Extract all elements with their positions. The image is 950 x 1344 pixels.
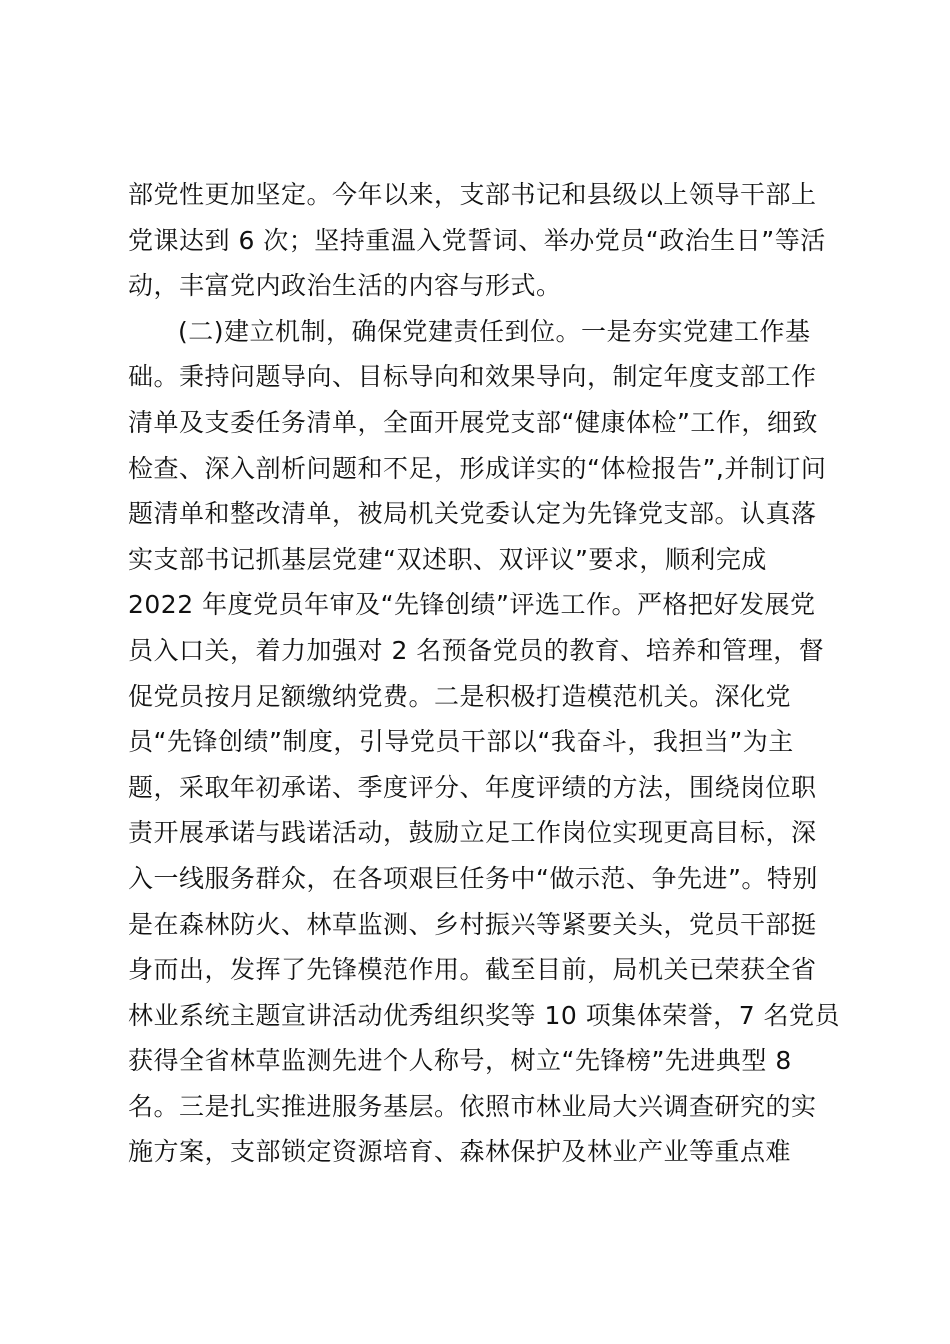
text-line: 是在森林防火、林草监测、乡村振兴等紧要关头，党员干部挺: [128, 909, 817, 939]
text-line: 清单及支委任务清单，全面开展党支部“健康体检”工作，细致: [128, 407, 818, 437]
text-line: 实支部书记抓基层党建“双述职、双评议”要求，顺利完成: [128, 544, 767, 574]
text-line: 员入口关，着力加强对 2 名预备党员的教育、培养和管理，督: [128, 635, 825, 665]
text-line: 动，丰富党内政治生活的内容与形式。: [128, 271, 562, 301]
text-line: 林业系统主题宣讲活动优秀组织奖等 10 项集体荣誉，7 名党员: [128, 1000, 841, 1030]
text-line: 获得全省林草监测先进个人称号，树立“先锋榜”先进典型 8: [128, 1046, 792, 1076]
text-line: 础。秉持问题导向、目标导向和效果导向，制定年度支部工作: [128, 362, 817, 392]
text-line: 员“先锋创绩”制度，引导党员干部以“我奋斗，我担当”为主: [128, 727, 794, 757]
text-line: 身而出，发挥了先锋模范作用。截至目前，局机关已荣获全省: [128, 955, 817, 985]
text-line: 促党员按月足额缴纳党费。二是积极打造模范机关。深化党: [128, 681, 792, 711]
body-text: [128, 172, 848, 1175]
text-line: 名。三是扎实推进服务基层。依照市林业局大兴调查研究的实: [128, 1091, 817, 1121]
text-line: 2022 年度党员年审及“先锋创绩”评选工作。严格把好发展党: [128, 590, 816, 620]
text-line: 党课达到 6 次；坚持重温入党誓词、举办党员“政治生日”等活: [128, 225, 826, 255]
text-line: 入一线服务群众，在各项艰巨任务中“做示范、争先进”。特别: [128, 863, 818, 893]
text-line: 检查、深入剖析问题和不足，形成详实的“体检报告”,并制订问: [128, 453, 827, 483]
text-line: 责开展承诺与践诺活动，鼓励立足工作岗位实现更高目标，深: [128, 818, 817, 848]
text-line: 施方案，支部锁定资源培育、森林保护及林业产业等重点难: [128, 1137, 792, 1167]
text-line: 题，采取年初承诺、季度评分、年度评绩的方法，围绕岗位职: [128, 772, 817, 802]
section-heading-line: (二)建立机制，确保党建责任到位。一是夯实党建工作基: [178, 316, 811, 346]
text-line: 题清单和整改清单，被局机关党委认定为先锋党支部。认真落: [128, 499, 817, 529]
text-line: 部党性更加坚定。今年以来，支部书记和县级以上领导干部上: [128, 180, 817, 209]
